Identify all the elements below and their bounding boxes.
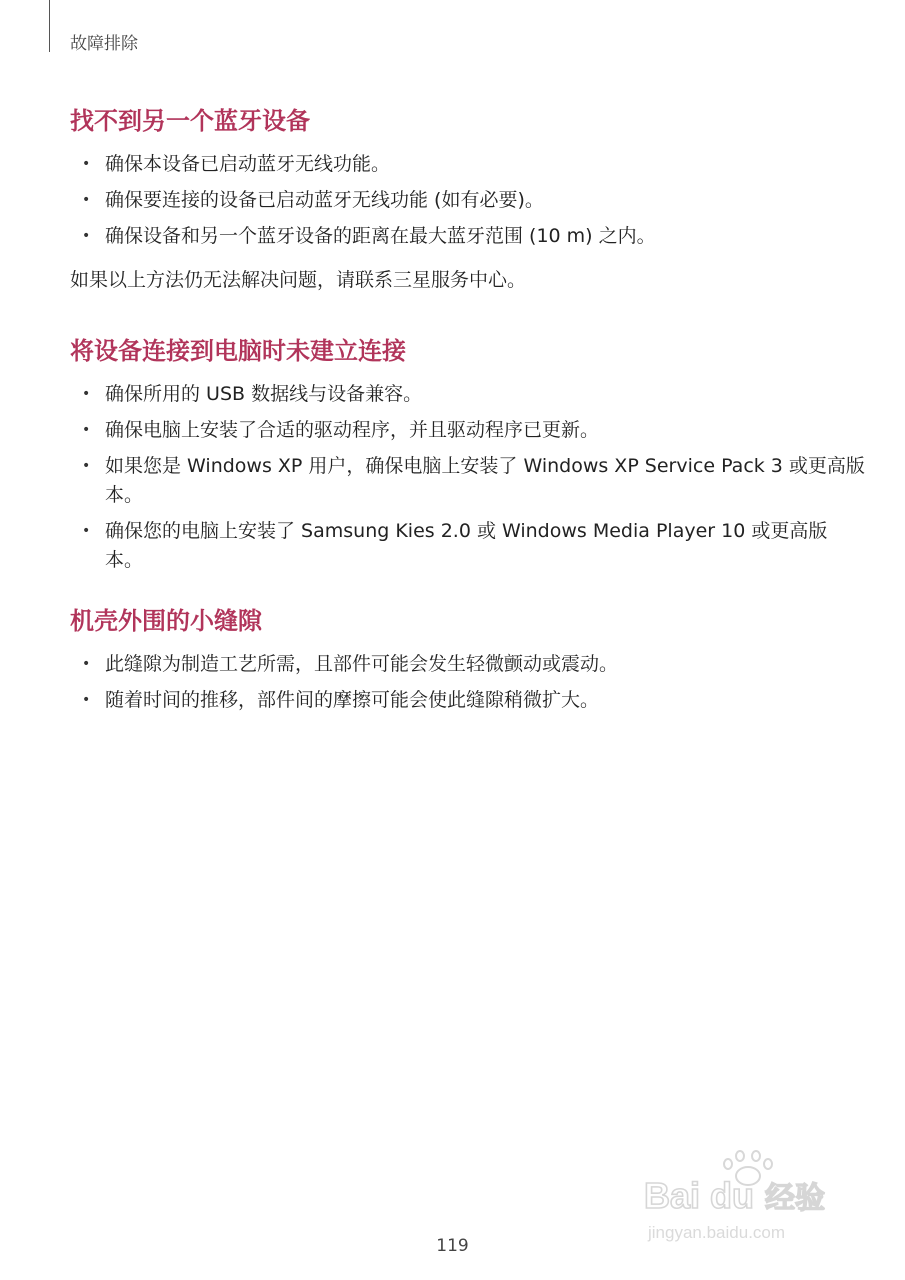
bullet-list: [70, 150, 860, 251]
list-item-text: 此缝隙为制造工艺所需，且部件可能会发生轻微颤动或震动。: [105, 653, 619, 675]
svg-text:Bai: Bai: [644, 1175, 701, 1216]
svg-text:du: du: [710, 1175, 754, 1216]
list-item-text: 确保所用的 USB 数据线与设备兼容。: [105, 383, 423, 405]
bullet-icon: •: [82, 692, 91, 708]
list-item: [70, 416, 865, 445]
list-item: [70, 222, 865, 251]
bullet-list: [70, 380, 865, 575]
list-item-text: 确保电脑上安装了合适的驱动程序，并且驱动程序已更新。: [105, 419, 600, 441]
list-item-text: 确保设备和另一个蓝牙设备的距离在最大蓝牙范围 (10 m) 之内。: [105, 225, 656, 247]
bullet-icon: •: [82, 386, 91, 402]
list-item: [70, 380, 865, 409]
section-title: 机壳外围的小缝隙: [70, 607, 262, 635]
list-item-text: 随着时间的推移，部件间的摩擦可能会使此缝隙稍微扩大。: [105, 689, 600, 711]
bullet-list: [70, 650, 860, 715]
section-pc-connection: [70, 336, 865, 575]
section-title: 将设备连接到电脑时未建立连接: [70, 337, 406, 365]
list-item: [70, 686, 865, 715]
list-item: [70, 650, 865, 679]
running-header: 故障排除: [70, 34, 138, 54]
list-item-text: 确保要连接的设备已启动蓝牙无线功能 (如有必要)。: [105, 189, 544, 211]
bullet-icon: •: [82, 156, 91, 172]
list-item: [70, 150, 865, 179]
contact-note: 如果以上方法仍无法解决问题，请联系三星服务中心。: [70, 269, 527, 291]
baidu-jingyan-watermark: [640, 1150, 860, 1245]
section-bluetooth-not-found: [70, 106, 860, 294]
list-item-text: 确保本设备已启动蓝牙无线功能。: [105, 153, 391, 175]
bullet-icon: •: [82, 228, 91, 244]
svg-text:经验: 经验: [765, 1181, 825, 1216]
section-title: 找不到另一个蓝牙设备: [70, 107, 310, 135]
list-item: [70, 517, 865, 575]
list-item: [70, 452, 865, 510]
margin-rule: [49, 0, 50, 52]
list-item-text: 如果您是 Windows XP 用户，确保电脑上安装了 Windows XP Service Pack 3 或更高版本。: [105, 455, 865, 506]
bullet-icon: •: [82, 656, 91, 672]
page-number: 119: [436, 1236, 469, 1256]
bullet-icon: •: [82, 422, 91, 438]
bullet-icon: •: [82, 458, 91, 474]
bullet-icon: •: [82, 192, 91, 208]
section-casing-gap: [70, 606, 860, 715]
bullet-icon: •: [82, 523, 91, 539]
svg-text:jingyan.baidu.com: jingyan.baidu.com: [648, 1223, 786, 1242]
list-item-text: 确保您的电脑上安装了 Samsung Kies 2.0 或 Windows Media Player 10 或更高版本。: [105, 520, 828, 571]
list-item: [70, 186, 865, 215]
